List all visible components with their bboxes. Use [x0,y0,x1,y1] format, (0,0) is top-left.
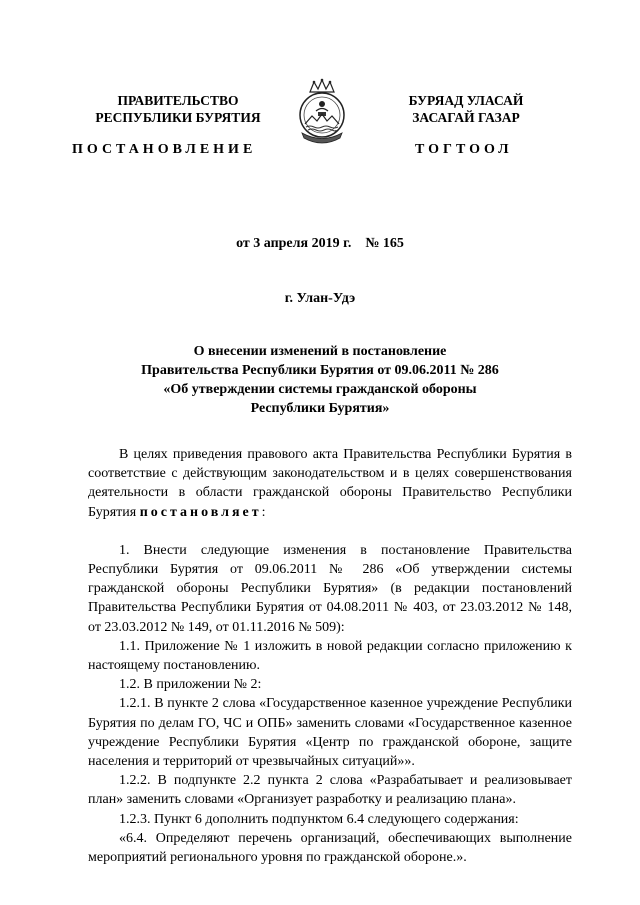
title-line-4: Республики Бурятия» [250,401,390,416]
preamble-paragraph [88,445,572,522]
title-line-3: «Об утверждении системы гражданской обороны [163,382,477,397]
document-date-line [0,236,640,252]
preamble-end: : [261,504,266,520]
preamble-text: В целях приведения правового акта Правительства Республики Бурятия в соответствие с действующим законодательством и в целях совершенствования деятельности в области гражданской обороны Правительство Республики Бурятия [88,447,572,520]
title-line-2: Правительства Республики Бурятия от 09.06.2011 № 286 [141,363,499,378]
paragraph-1: 1. Внести следующие изменения в постановление Правительства Республики Бурятия от 09.06.2011 № 286 «Об утверждении системы гражданской обороны Республики Бурятия» (в редакции постановлений Правительства Республики Бурятия от 04.08.2011 № 403, от 23.03.2012 № 148, от 23.03.2012 № 149, от 01.11.2016 № 509): [88,542,572,635]
header-left-block [68,92,288,126]
preamble-keyword: постановляет [139,504,262,520]
paragraph-1-1: 1.1. Приложение № 1 изложить в новой редакции согласно приложению к настоящему постановлению. [88,638,572,674]
document-title [0,342,640,418]
document-body [88,445,572,867]
document-city: г. Улан-Удэ [284,291,356,306]
paragraph-1-2: 1.2. В приложении № 2: [119,677,262,693]
paragraph-6-4: «6.4. Определяют перечень организаций, обеспечивающих выполнение мероприятий регионального уровня по гражданской обороне.». [88,830,572,866]
coat-of-arms-icon [296,78,348,148]
doc-type-buryat: ТОГТООЛ [415,142,513,157]
paragraph-1-2-2: 1.2.2. В подпункте 2.2 пункта 2 слова «Разрабатывает и реализовывает план» заменить словами «Организует разработку и реализацию плана». [88,773,572,808]
title-line-1: О внесении изменений в постановление [193,344,447,359]
document-number: № 165 [365,236,404,251]
paragraph-1-2-3: 1.2.3. Пункт 6 дополнить подпунктом 6.4 следующего содержания: [119,811,519,827]
header-right-line-2: ЗАСАГАЙ ГАЗАР [412,110,520,125]
doc-type-russian: ПОСТАНОВЛЕНИЕ [72,142,257,157]
paragraph-1-2-1: 1.2.1. В пункте 2 слова «Государственное казенное учреждение Республики Бурятия по делам ГО, ЧС и ОПБ» заменить словами «Государственное казенное учреждение Республики Бурятия «Центр по гражданской обороне, защите населения и территорий от чрезвычайных ситуаций»». [88,696,572,770]
header-right-line-1: БУРЯАД УЛАСАЙ [408,93,524,108]
document-date: от 3 апреля 2019 г. [236,236,352,251]
header-left-line-2: РЕСПУБЛИКИ БУРЯТИЯ [95,110,261,125]
header-left-line-1: ПРАВИТЕЛЬСТВО [117,93,239,108]
header-right-block [356,92,576,126]
